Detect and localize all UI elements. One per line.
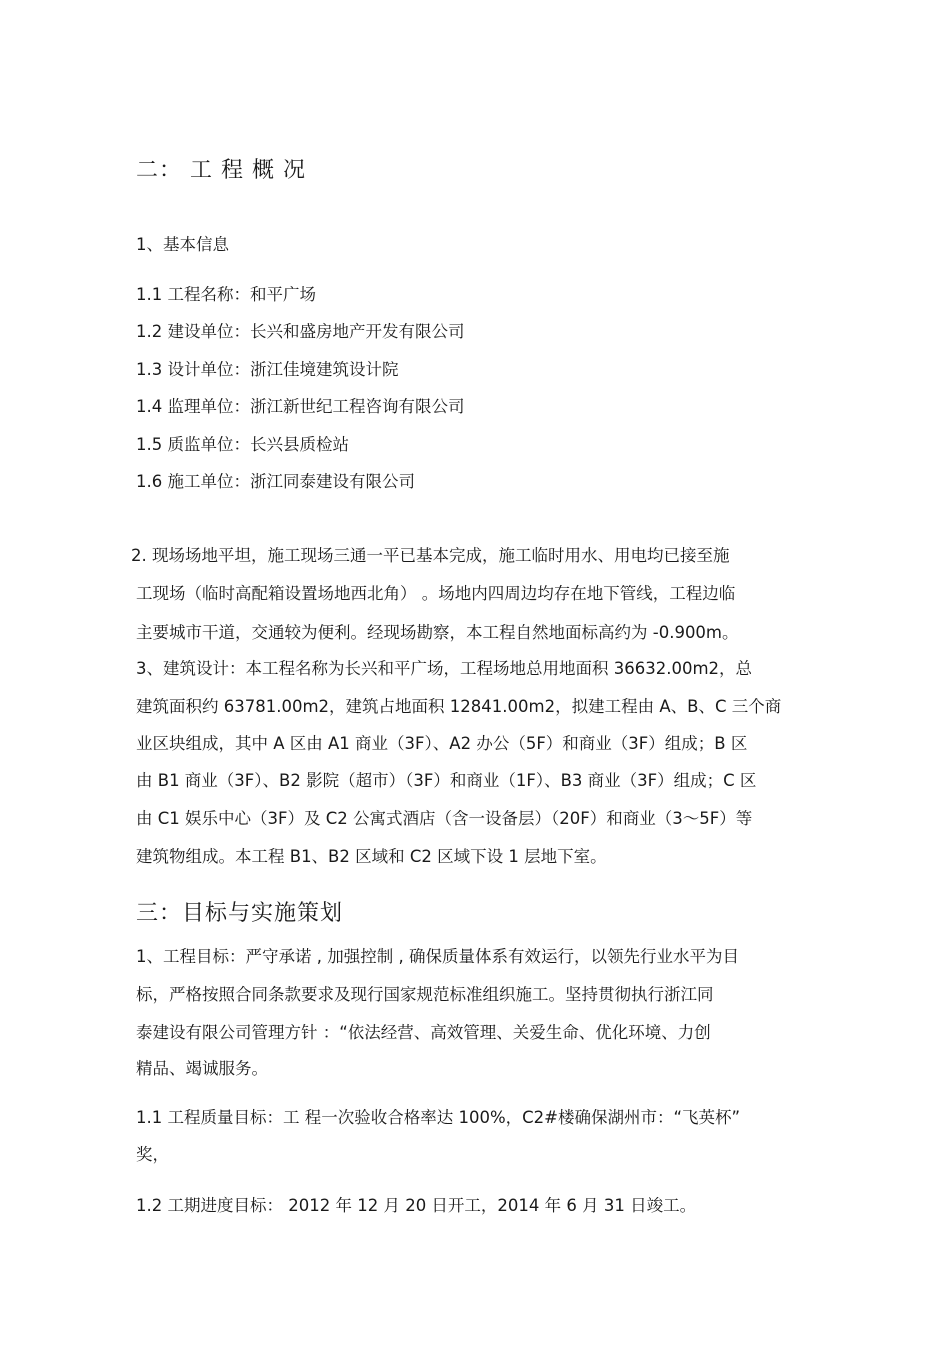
site-paragraph-line: 主要城市干道，交通较为便利。经现场勘察，本工程自然地面标高约为 -0.900m。 — [136, 623, 739, 642]
section-2-heading: 二： 工 程 概 况 — [136, 158, 306, 183]
design-paragraph-line: 由 C1 娱乐中心（3F）及 C2 公寓式酒店（含一设备层）（20F）和商业（3～5F）等 — [136, 809, 753, 828]
design-paragraph-line: 建筑面积约 63781.00m2，建筑占地面积 12841.00m2，拟建工程由 A、B、C 三个商 — [136, 697, 782, 716]
design-paragraph-line: 业区块组成，其中 A 区由 A1 商业（3F）、A2 办公（5F）和商业（3F）组成；B 区 — [136, 734, 748, 753]
info-item: 1.4 监理单位：浙江新世纪工程咨询有限公司 — [136, 397, 465, 416]
info-item: 1.1 工程名称：和平广场 — [136, 285, 316, 304]
goal-paragraph-line: 泰建设有限公司管理方针 ：“依法经营、高效管理、关爱生命、优化环境、力创 — [136, 1023, 711, 1042]
subheading-basic-info: 1、基本信息 — [136, 235, 229, 254]
goal-paragraph-line: 标，严格按照合同条款要求及现行国家规范标准组织施工。坚持贯彻执行浙江同 — [136, 985, 714, 1004]
goal-paragraph-line: 1、工程目标：严守承诺 , 加强控制 , 确保质量体系有效运行，以领先行业水平为目 — [136, 947, 739, 966]
design-paragraph-line: 3、建筑设计：本工程名称为长兴和平广场，工程场地总用地面积 36632.00m2，总 — [136, 659, 753, 678]
info-item: 1.2 建设单位：长兴和盛房地产开发有限公司 — [136, 322, 465, 341]
design-paragraph-line: 由 B1 商业（3F）、B2 影院（超市）（3F）和商业（1F）、B3 商业（3F）组成；C 区 — [136, 771, 757, 790]
quality-goal-line: 1.1 工程质量目标：工 程一次验收合格率达 100%，C2#楼确保湖州市：“飞英杯” — [136, 1108, 741, 1127]
info-item: 1.6 施工单位：浙江同泰建设有限公司 — [136, 472, 415, 491]
schedule-goal-line: 1.2 工期进度目标： 2012 年 12 月 20 日开工，2014 年 6 月 31 日竣工。 — [136, 1196, 697, 1215]
info-item: 1.3 设计单位：浙江佳境建筑设计院 — [136, 360, 399, 379]
section-3-heading: 三：目标与实施策划 — [136, 901, 344, 926]
design-paragraph-line: 建筑物组成。本工程 B1、B2 区域和 C2 区域下设 1 层地下室。 — [136, 847, 607, 866]
info-item: 1.5 质监单位：长兴县质检站 — [136, 435, 349, 454]
site-paragraph-line: 工现场（临时高配箱设置场地西北角） 。场地内四周边均存在地下管线，工程边临 — [136, 584, 736, 603]
site-paragraph-line: 2. 现场场地平坦，施工现场三通一平已基本完成，施工临时用水、用电均已接至施 — [131, 546, 730, 565]
quality-goal-line: 奖， — [136, 1145, 169, 1164]
goal-paragraph-line: 精品、竭诚服务。 — [136, 1059, 268, 1078]
